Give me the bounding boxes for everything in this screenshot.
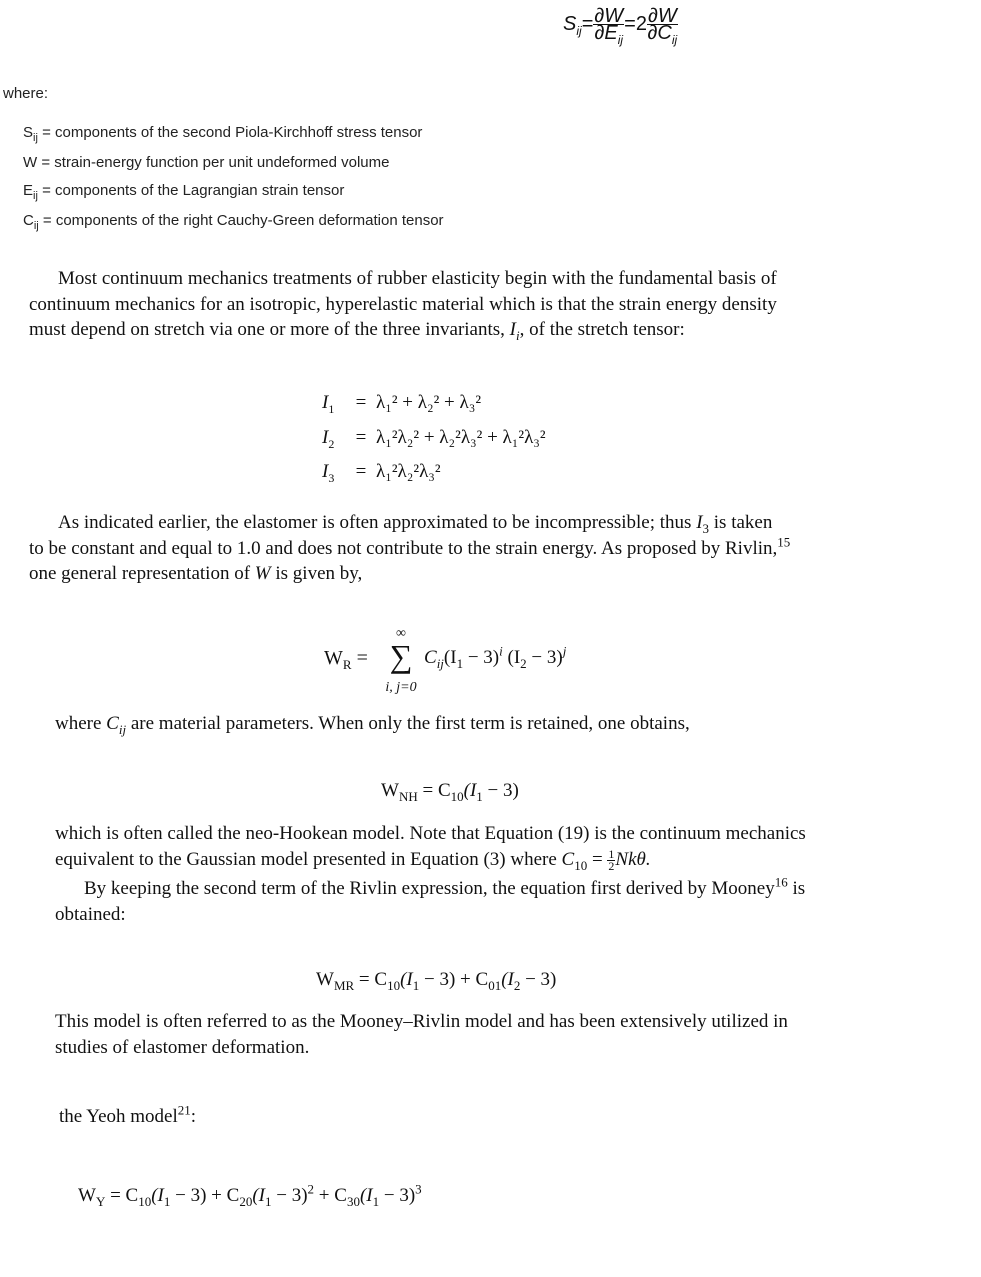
term1-exp: i: [499, 643, 503, 659]
def-text: = components of the second Piola-Kirchhoff stress tensor: [42, 124, 423, 141]
para2-line: [29, 536, 929, 562]
yeoh-text: the Yeoh model: [59, 1106, 178, 1127]
yeoh-equation: $W_Y = C_{10}(I_1 - 3) + C_{20}(I_1 - 3)^2 + C_{30}(I_1 - 3)^3$: [78, 1181, 422, 1209]
wmr-lhs: W: [316, 969, 334, 990]
term1-sub: 1: [456, 655, 464, 671]
nh-term-end: − 3): [482, 780, 519, 801]
plus: +: [314, 1185, 335, 1206]
definition-item: [23, 153, 444, 181]
definition-item: [23, 211, 444, 239]
mr-term1-end: − 3) +: [419, 969, 476, 990]
half-den: 2: [608, 858, 615, 873]
def-symbol: E: [23, 182, 34, 199]
stress-lhs-sub: ij: [576, 23, 582, 38]
y-term2: (I: [252, 1185, 265, 1206]
ref-15: 15: [777, 534, 791, 550]
c10-symbol: C: [374, 969, 388, 990]
para2-text: As indicated earlier, the elastomer is often approximated to be incompressible; thus: [58, 512, 697, 533]
c30-sub: 30: [346, 1193, 360, 1209]
inv-lhs: I: [322, 461, 329, 482]
definition-item: [23, 123, 444, 153]
def-text: = components of the right Cauchy-Green deformation tensor: [42, 212, 444, 229]
stress-coef: =2: [624, 12, 647, 35]
yeoh-colon: :: [190, 1106, 197, 1127]
para2-text: is given by,: [270, 563, 363, 584]
mr-term2-end: − 3): [520, 969, 557, 990]
para3-line: which is often called the neo-Hookean model. Note that Equation (19) is the continuum mechanics: [55, 823, 806, 844]
para1-line: [29, 317, 929, 343]
paragraph-incompressible: [29, 510, 929, 587]
para2-text: to be constant and equal to 1.0 and does not contribute to the strain energy. As proposed by Rivlin,: [29, 537, 778, 559]
para1-line: Most continuum mechanics treatments of rubber elasticity begin with the fundamental basis of: [58, 268, 777, 289]
definition-item: [23, 181, 444, 211]
where-label: where:: [3, 85, 49, 102]
nh-term: (I: [463, 780, 477, 801]
para3-text: is: [787, 878, 806, 899]
mr-term2: (I: [501, 969, 514, 990]
term1-end: − 3): [463, 647, 500, 668]
para3-text: By keeping the second term of the Rivlin expression, the equation first derived by Mooney: [84, 878, 775, 899]
wy-lhs: W: [78, 1185, 96, 1206]
sum-icon: ∑: [389, 638, 413, 674]
para3-line: [55, 847, 935, 873]
c10-sub: 10: [138, 1193, 152, 1209]
sum-upper: ∞: [396, 626, 406, 641]
cij-symbol: C: [424, 647, 437, 668]
inv-lhs-sub: 1: [328, 401, 335, 416]
para1-text: must depend on stretch via one or more of the three invariants,: [29, 319, 510, 340]
para2-line: [29, 561, 929, 587]
fraction-dw-dc: [647, 5, 678, 47]
para1-text-end: , of the stretch tensor:: [519, 319, 685, 340]
paragraph-mooney-rivlin: [55, 1009, 935, 1060]
c01-sub: 01: [488, 977, 502, 993]
def-sub: ij: [33, 132, 38, 144]
cij-sub: ij: [118, 721, 127, 737]
y-term2-sub: 1: [265, 1193, 272, 1209]
para3-line: obtained:: [55, 903, 126, 925]
y-term1-end: − 3) +: [170, 1185, 227, 1206]
neo-hookean-equation: $W_{NH} = C_{10}(I_1 - 3)$: [381, 780, 519, 804]
half-num: 1: [608, 846, 615, 861]
def-text: = strain-energy function per unit undeformed volume: [41, 154, 390, 171]
term2-end: − 3): [526, 647, 563, 668]
yeoh-intro: [59, 1104, 196, 1130]
c10-sub: 10: [450, 788, 464, 804]
ref-16: 16: [774, 874, 788, 890]
def-text: = components of the Lagrangian strain tensor: [42, 182, 345, 199]
invariant-row-3: $I_3 = \lambda_1^2\lambda_2^2\lambda_3^2$: [322, 461, 441, 485]
term2: (I: [507, 647, 521, 668]
wr-lhs-sub: R: [342, 657, 352, 672]
mr-term1-sub: 1: [412, 977, 420, 993]
inv-lhs-sub: 2: [328, 436, 335, 451]
inv-lhs: I: [322, 392, 329, 413]
frac2-num: ∂W: [647, 5, 677, 27]
c10-symbol: C: [561, 848, 575, 870]
def-symbol: S: [23, 124, 34, 141]
frac2-den: ∂C: [647, 22, 672, 44]
def-symbol: C: [23, 212, 34, 229]
y-term2-end: − 3): [271, 1185, 308, 1206]
term1: (I: [443, 647, 457, 668]
invariant-symbol: I: [509, 319, 516, 340]
para2-line: [29, 510, 929, 536]
inv-rhs: λ₁² + λ₂² + λ₃²: [376, 392, 482, 413]
y-term3-sub: 1: [372, 1193, 380, 1209]
para4-line: studies of elastomer deformation.: [55, 1036, 310, 1058]
sentence-text: where: [55, 713, 107, 734]
sentence-text: are material parameters. When only the first term is retained, one obtains,: [126, 713, 690, 734]
c10-sub: 10: [574, 857, 588, 873]
para4-line: This model is often referred to as the Mooney–Rivlin model and has been extensively utilized in: [55, 1011, 788, 1032]
nktheta: Nkθ.: [615, 848, 651, 870]
c10-symbol: C: [437, 780, 451, 801]
c10-symbol: C: [125, 1185, 139, 1206]
invariant-row-1: $I_1 = \lambda_1^2 + \lambda_2^2 + \lambda_3^2$: [322, 392, 482, 416]
term2-sub: 2: [520, 655, 527, 671]
para1-line: continuum mechanics for an isotropic, hyperelastic material which is that the strain energy density: [29, 293, 777, 315]
y-term1-sub: 1: [163, 1193, 171, 1209]
i3-sub: 3: [702, 520, 710, 536]
frac1-den-sub: ij: [617, 33, 624, 47]
stress-equation: $S_{ij}=$ $\frac{\partial W}{\partial E_{ij}}$ =2 $\frac{\partial W}{\partial C_{ij}}$: [563, 5, 678, 47]
wnh-lhs-sub: NH: [398, 788, 418, 804]
definitions-list: [23, 123, 444, 239]
i3-symbol: I: [696, 512, 703, 533]
frac2-den-sub: ij: [671, 33, 678, 47]
inv-rhs: λ₁²λ₂² + λ₂²λ₃² + λ₁²λ₃²: [376, 427, 546, 448]
w-symbol: W: [254, 563, 271, 584]
wr-lhs: W: [324, 647, 343, 669]
nh-term-sub: 1: [476, 788, 483, 804]
sentence-material-parameters: [55, 711, 690, 737]
wy-lhs-sub: Y: [95, 1193, 106, 1209]
y-term3-exp: 3: [415, 1181, 422, 1197]
para3-line: [55, 876, 935, 902]
def-symbol: W: [23, 154, 38, 171]
y-term3-end: − 3): [379, 1185, 416, 1206]
para3-text: equivalent to the Gaussian model presented in Equation (3) where: [55, 848, 562, 870]
wmr-lhs-sub: MR: [333, 977, 355, 993]
c30-symbol: C: [334, 1185, 347, 1206]
y-term1: (I: [151, 1185, 164, 1206]
c20-sub: 20: [239, 1193, 253, 1209]
fraction-dw-de: [593, 5, 624, 47]
ref-21: 21: [177, 1102, 191, 1118]
invariant-sub: i: [516, 327, 520, 343]
y-term3: (I: [359, 1185, 373, 1206]
c10-sub: 10: [387, 977, 401, 993]
mr-term2-sub: 2: [513, 977, 521, 993]
c20-symbol: C: [226, 1185, 240, 1206]
sum-lower: i, j=0: [385, 680, 417, 695]
inv-rhs: λ₁²λ₂²λ₃²: [376, 461, 441, 482]
invariant-row-2: $I_2 = \lambda_1^2\lambda_2^2 + \lambda_2^2\lambda_3^2 + \lambda_1^2\lambda_3^2$: [322, 427, 546, 451]
frac1-den: ∂E: [594, 22, 618, 44]
cij-sub: ij: [436, 655, 444, 671]
stress-lhs: S: [563, 12, 577, 35]
mr-term1: (I: [400, 969, 413, 990]
inv-lhs: I: [322, 427, 329, 448]
para2-text: one general representation of: [29, 563, 255, 584]
def-sub: ij: [33, 220, 39, 232]
paragraph-invariants-intro: [29, 266, 929, 343]
paragraph-neo-hookean: [55, 821, 935, 927]
frac1-num: ∂W: [594, 5, 624, 27]
cij-symbol: C: [106, 713, 119, 734]
wnh-lhs: W: [381, 780, 399, 801]
inv-lhs-sub: 3: [328, 470, 335, 485]
c01-symbol: C: [475, 969, 489, 990]
para2-text: is taken: [709, 512, 773, 533]
equals: =: [587, 848, 608, 870]
def-sub: ij: [33, 190, 38, 202]
y-term2-exp: 2: [307, 1181, 315, 1197]
term2-exp: j: [562, 643, 567, 659]
mooney-rivlin-equation: $W_{MR} = C_{10}(I_1 - 3) + C_{01}(I_2 - 3)$: [316, 969, 557, 993]
